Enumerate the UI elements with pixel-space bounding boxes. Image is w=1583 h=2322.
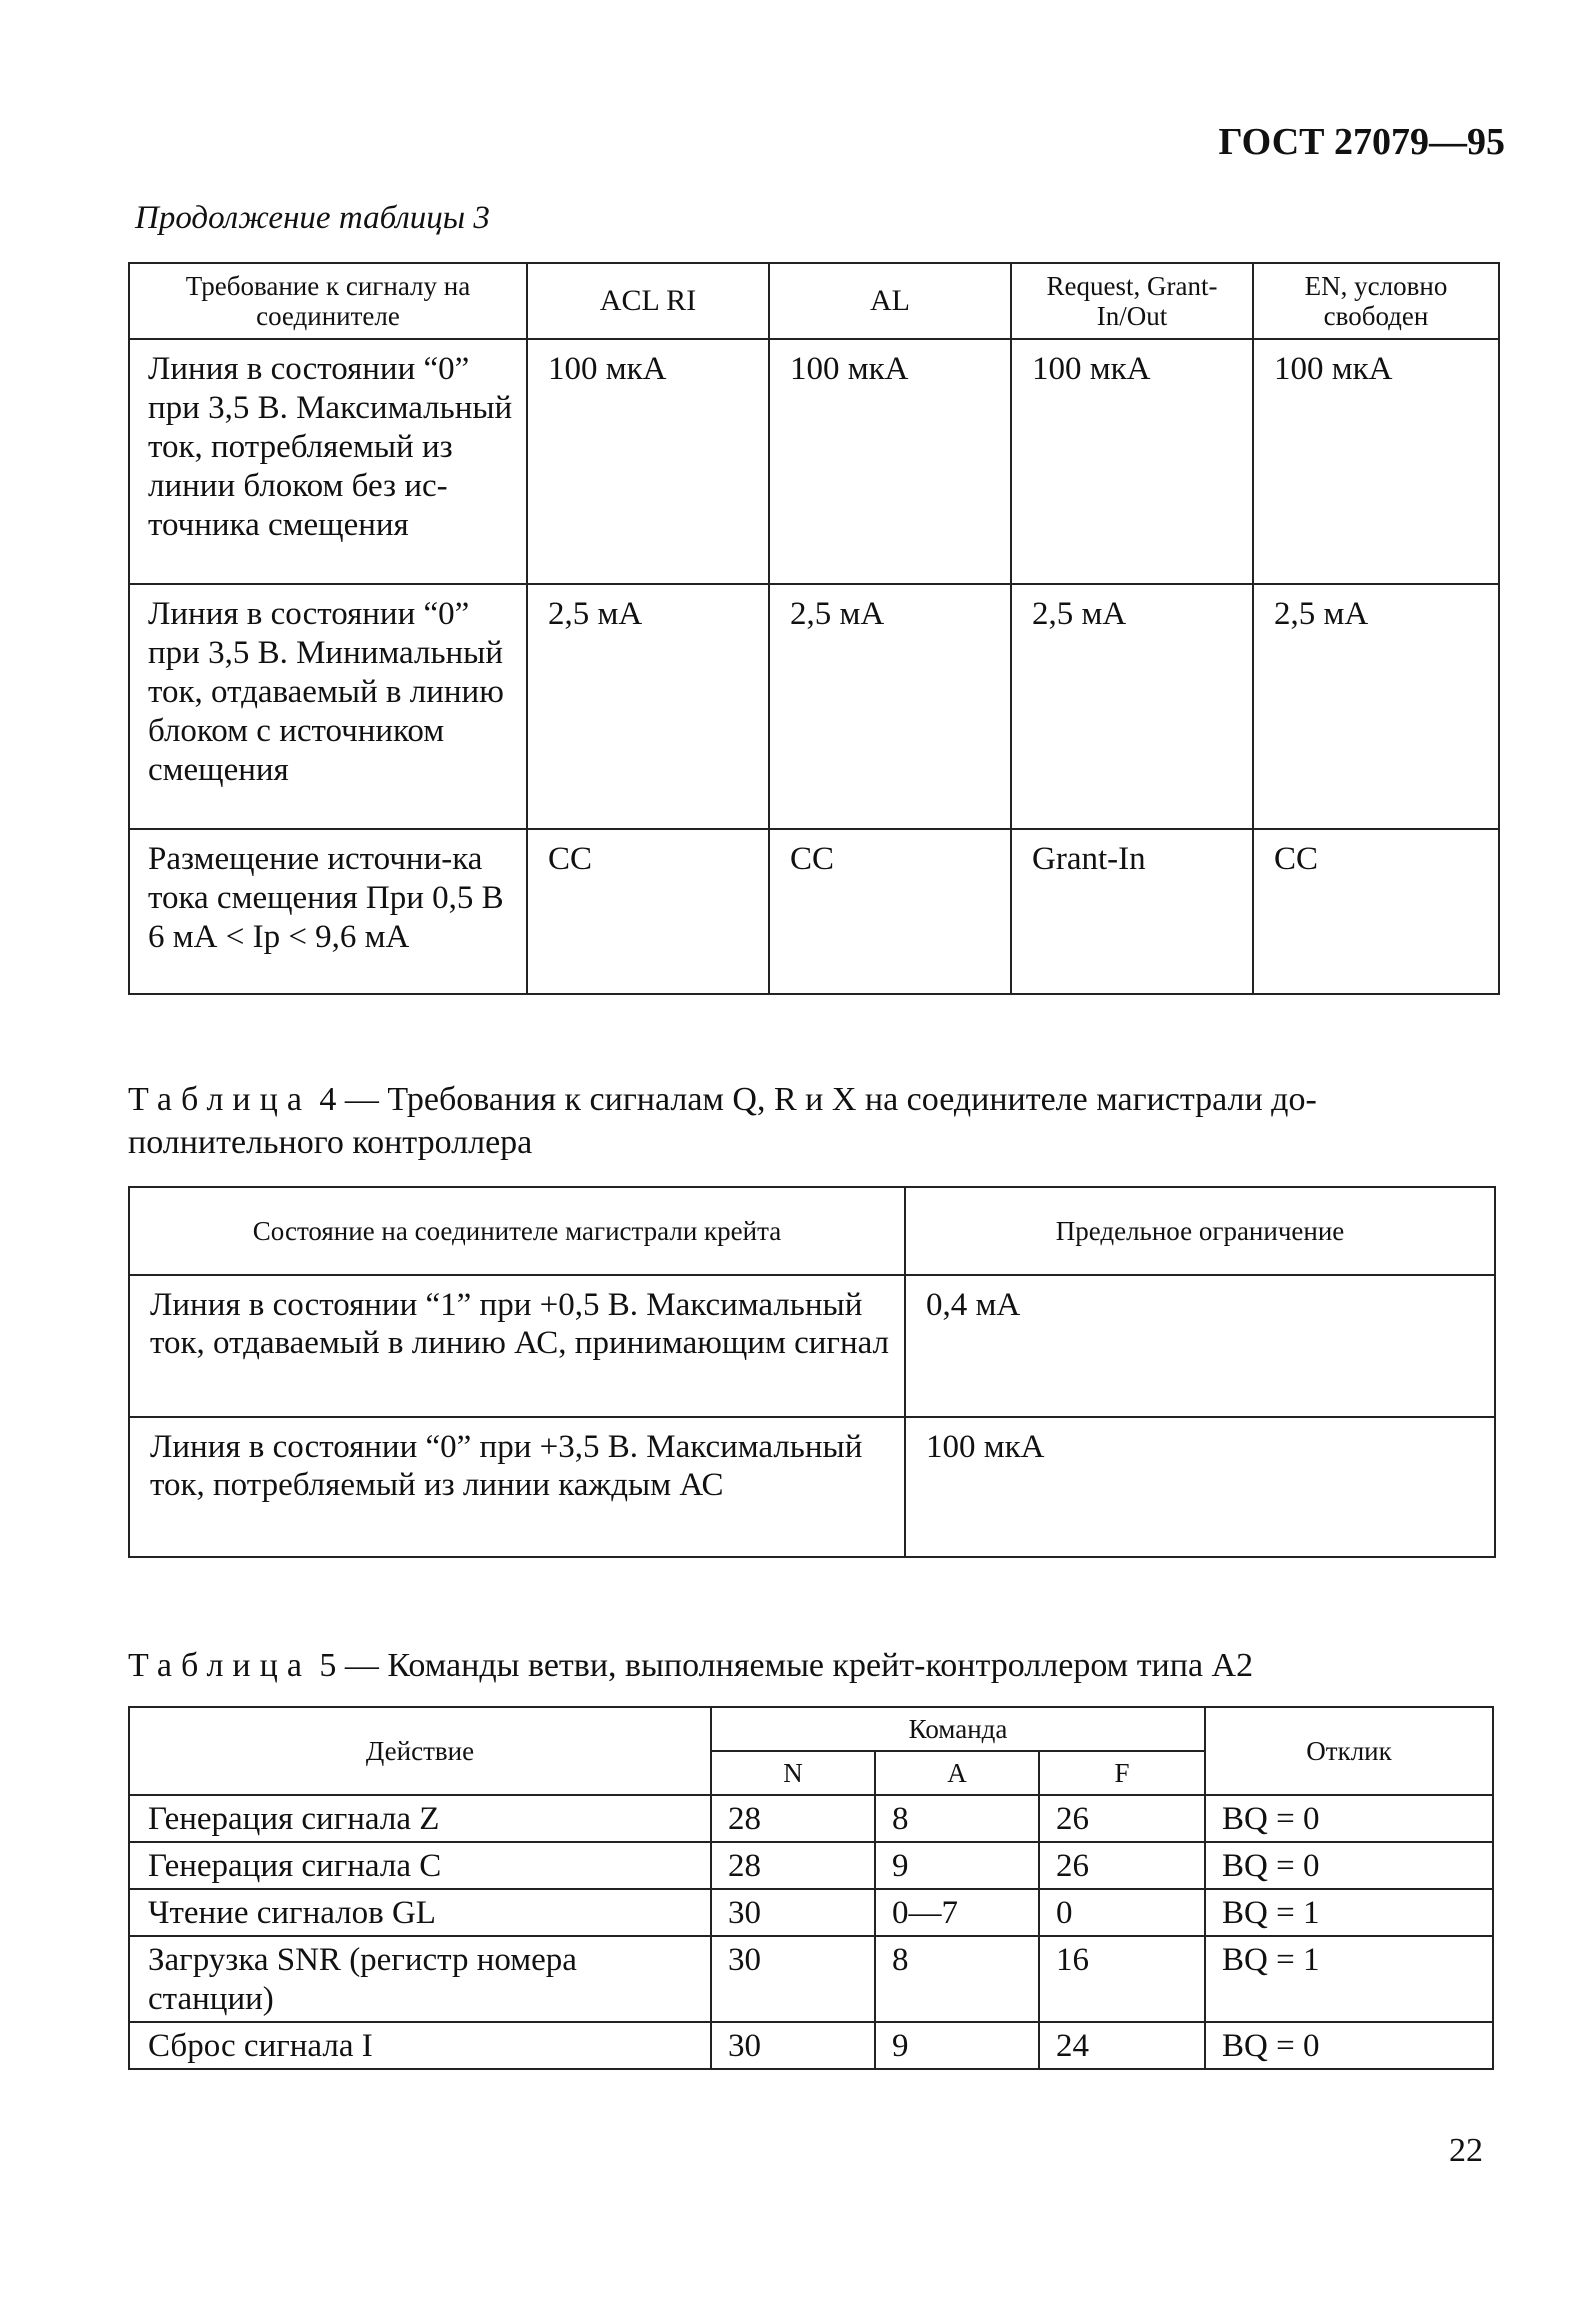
value-cell: 2,5 мА — [769, 584, 1011, 829]
limit-cell: 100 мкА — [905, 1417, 1495, 1557]
action-cell: Чтение сигналов GL — [129, 1889, 711, 1936]
value-cell: CC — [769, 829, 1011, 994]
f-cell: 16 — [1039, 1936, 1205, 2022]
response-cell: BQ = 0 — [1205, 1795, 1493, 1842]
action-cell: Генерация сигнала C — [129, 1842, 711, 1889]
table-row — [129, 1889, 1493, 1936]
value-cell: Grant-In — [1011, 829, 1253, 994]
table5-col-command: Команда — [711, 1707, 1205, 1751]
value-cell: 100 мкА — [769, 339, 1011, 584]
table-row — [129, 1936, 1493, 2022]
table-4 — [128, 1186, 1496, 1558]
requirement-cell: Линия в состоянии “0” при 3,5 В. Максимальный ток, потребляемый из линии блоком без ис-точника смещения — [129, 339, 527, 584]
table3-continuation-label: Продолжение таблицы 3 — [135, 200, 490, 236]
table-row — [129, 584, 1499, 829]
state-cell: Линия в состоянии “1” при +0,5 В. Максимальный ток, отдаваемый в линию АС, принимающим сигнал — [129, 1275, 905, 1417]
table-row — [129, 339, 1499, 584]
table4-caption — [128, 1078, 1468, 1164]
a-cell: 9 — [875, 2022, 1039, 2069]
action-cell: Сброс сигнала I — [129, 2022, 711, 2069]
value-cell: 100 мкА — [527, 339, 769, 584]
table4-col-limit: Предельное ограничение — [905, 1187, 1495, 1275]
f-cell: 26 — [1039, 1842, 1205, 1889]
table-row — [129, 829, 1499, 994]
page-number: 22 — [1449, 2132, 1483, 2169]
value-cell: CC — [1253, 829, 1499, 994]
table-3 — [128, 262, 1500, 995]
n-cell: 30 — [711, 1936, 875, 2022]
table3-col-request-grant: Request, Grant-In/Out — [1011, 263, 1253, 339]
response-cell: BQ = 1 — [1205, 1936, 1493, 2022]
action-cell: Загрузка SNR (регистр номера станции) — [129, 1936, 711, 2022]
table-row — [129, 1795, 1493, 1842]
n-cell: 30 — [711, 1889, 875, 1936]
table5-col-response: Отклик — [1205, 1707, 1493, 1795]
table-row — [129, 1842, 1493, 1889]
table5-caption — [128, 1644, 1468, 1687]
table-header-row — [129, 1707, 1493, 1751]
response-cell: BQ = 0 — [1205, 2022, 1493, 2069]
requirement-current-range: 6 мА < Ip < 9,6 мА — [148, 919, 410, 955]
table4-col-state: Состояние на соединителе магистрали крейта — [129, 1187, 905, 1275]
response-cell: BQ = 1 — [1205, 1889, 1493, 1936]
table5-col-f: F — [1039, 1751, 1205, 1795]
table-header-row — [129, 1187, 1495, 1275]
value-cell: 2,5 мА — [527, 584, 769, 829]
table-row — [129, 1417, 1495, 1557]
table4-label: Таблица — [128, 1081, 311, 1118]
table5-title: 5 — Команды ветви, выполняемые крейт-контроллером типа А2 — [319, 1647, 1254, 1684]
table-row — [129, 1275, 1495, 1417]
f-cell: 0 — [1039, 1889, 1205, 1936]
n-cell: 28 — [711, 1842, 875, 1889]
response-cell: BQ = 0 — [1205, 1842, 1493, 1889]
value-cell: 2,5 мА — [1253, 584, 1499, 829]
action-cell: Генерация сигнала Z — [129, 1795, 711, 1842]
requirement-text: Размещение источни-ка тока смещения При 0,5 В — [148, 841, 504, 916]
table-5 — [128, 1706, 1494, 2070]
a-cell: 8 — [875, 1936, 1039, 2022]
n-cell: 28 — [711, 1795, 875, 1842]
value-cell: CC — [527, 829, 769, 994]
value-cell: 2,5 мА — [1011, 584, 1253, 829]
requirement-cell — [129, 829, 527, 994]
table5-col-n: N — [711, 1751, 875, 1795]
table5-label: Таблица — [128, 1647, 311, 1684]
value-cell: 100 мкА — [1011, 339, 1253, 584]
f-cell: 26 — [1039, 1795, 1205, 1842]
a-cell: 9 — [875, 1842, 1039, 1889]
table3-col-en: EN, условно свободен — [1253, 263, 1499, 339]
table-header-row — [129, 263, 1499, 339]
f-cell: 24 — [1039, 2022, 1205, 2069]
a-cell: 8 — [875, 1795, 1039, 1842]
table-row — [129, 2022, 1493, 2069]
table4-title: 4 — Требования к сигналам Q, R и X на соединителе магистрали до-полнительного контроллера — [128, 1081, 1317, 1161]
table5-col-action: Действие — [129, 1707, 711, 1795]
limit-cell: 0,4 мА — [905, 1275, 1495, 1417]
table3-col-acl-ri: ACL RI — [527, 263, 769, 339]
table3-col-al: AL — [769, 263, 1011, 339]
requirement-cell: Линия в состоянии “0” при 3,5 В. Минимальный ток, отдаваемый в линию блоком с источником смещения — [129, 584, 527, 829]
table3-col-requirement: Требование к сигналу на соединителе — [129, 263, 527, 339]
table5-col-a: A — [875, 1751, 1039, 1795]
a-cell: 0—7 — [875, 1889, 1039, 1936]
document-header: ГОСТ 27079—95 — [1218, 121, 1505, 163]
state-cell: Линия в состоянии “0” при +3,5 В. Максимальный ток, потребляемый из линии каждым АС — [129, 1417, 905, 1557]
n-cell: 30 — [711, 2022, 875, 2069]
value-cell: 100 мкА — [1253, 339, 1499, 584]
